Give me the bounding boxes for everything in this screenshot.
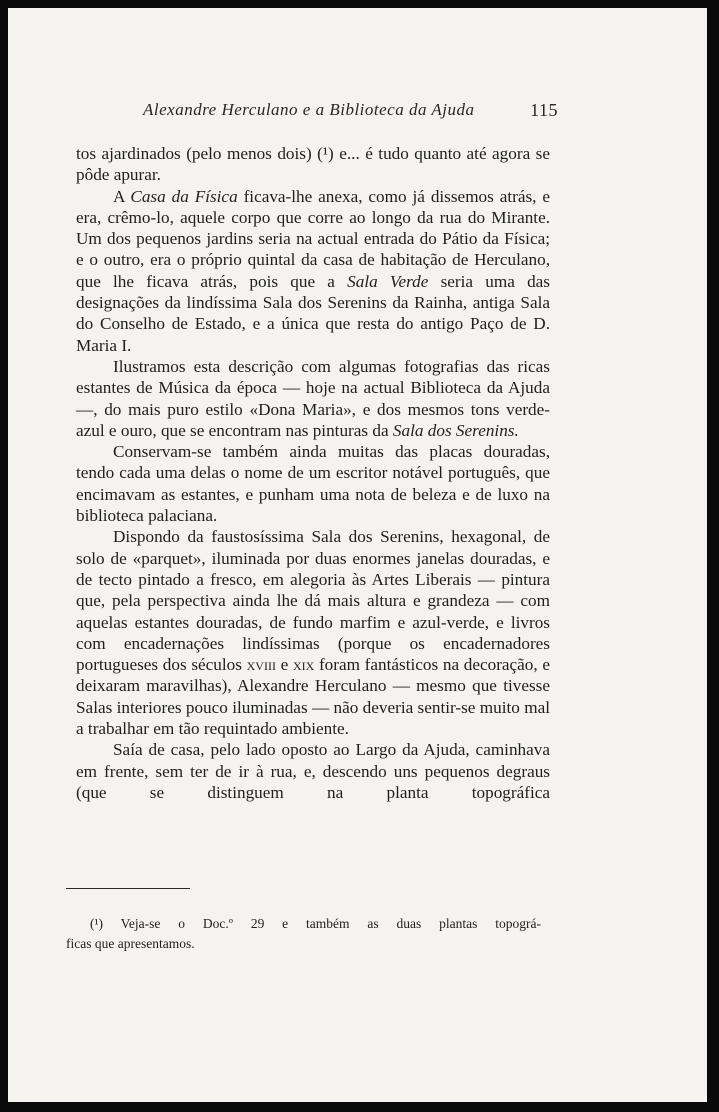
text-run: Dispondo da faustosíssima Sala dos Serenins, hexagonal, de solo de «parquet», iluminada por duas enormes janelas douradas, e de tecto pintado a fresco, em alegoria às Artes Liberais — pintura que, pela perspectiva ainda lhe dá mais altura e grandeza — com aquelas estantes douradas, de fundo marfim e azul-verde, e livros com encadernações lindíssimas (porque os encadernadores portugueses dos séculos (76, 527, 550, 675)
text-run: Conservam-se também ainda muitas das placas douradas, tendo cada uma delas o nome de um escritor notável português, que encimavam as estantes, e punham uma nota de beleza e de luxo na biblioteca palaciana. (76, 442, 550, 526)
text-run: seria uma das designações da lindíssima Sala dos Serenins da Rainha, antiga Sala do Conselho de Estado, e a única que resta do antigo Paço de D. Maria I. (76, 271, 550, 355)
book-page (8, 8, 707, 1102)
paragraph-saia-de-casa (76, 739, 550, 803)
text-run: e (275, 655, 293, 675)
footnote-rule (66, 888, 190, 889)
roman-numeral: xviii (246, 655, 276, 675)
paragraph-ilustramos (76, 356, 550, 441)
italic-phrase: Casa da Física (130, 186, 238, 206)
footnote-line-2: ficas que apresentamos. (66, 935, 195, 951)
paragraph-continuation (76, 143, 550, 186)
page-number: 115 (530, 100, 558, 120)
running-header (143, 100, 558, 128)
italic-phrase: Sala Verde (347, 271, 429, 291)
text-run: tos ajardinados (pelo menos dois) (¹) e... é tudo quanto até agora se pôde apurar. (76, 144, 550, 185)
text-run: Saía de casa, pelo lado oposto ao Largo da Ajuda, caminhava em frente, sem ter de ir à rua, e, descendo uns pequenos degraus (que se distinguem na planta topográfica (76, 740, 550, 802)
paragraph-conservam-se (76, 441, 550, 526)
paragraph-casa-da-fisica (76, 186, 550, 356)
text-run: ficava-lhe anexa, como já dissemos atrás, e era, crêmo-lo, aquele corpo que corre ao longo da rua do Mirante. Um dos pequenos jardins seria na actual entrada do Pátio da Física; e o outro, era o próprio quintal da casa de habitação de Herculano, que lhe ficava atrás, pois que a (76, 186, 551, 291)
body-text (76, 143, 550, 803)
footnote-line-1: (¹) Veja-se o Doc.º 29 e também as duas plantas topográ- (90, 916, 541, 931)
running-title: Alexandre Herculano e a Biblioteca da Ajuda (143, 100, 475, 119)
paragraph-dispondo (76, 526, 550, 739)
text-run: A (113, 186, 131, 206)
footnote (66, 914, 541, 953)
italic-phrase: Sala dos Serenins. (392, 420, 519, 440)
roman-numeral: xix (292, 655, 315, 675)
text-run: Ilustramos esta descrição com algumas fotografias das ricas estantes de Música da época — hoje na actual Biblioteca da Ajuda —, do mais puro estilo «Dona Maria», e dos mesmos tons verde-azul e ouro, que se encontram nas pinturas da (76, 356, 550, 440)
text-run: foram fantásticos na decoração, e deixaram maravilhas), Alexandre Herculano — mesmo que tivesse Salas interiores pouco iluminadas — não deveria sentir-se muito mal a trabalhar em tão requintado ambiente. (76, 655, 551, 739)
